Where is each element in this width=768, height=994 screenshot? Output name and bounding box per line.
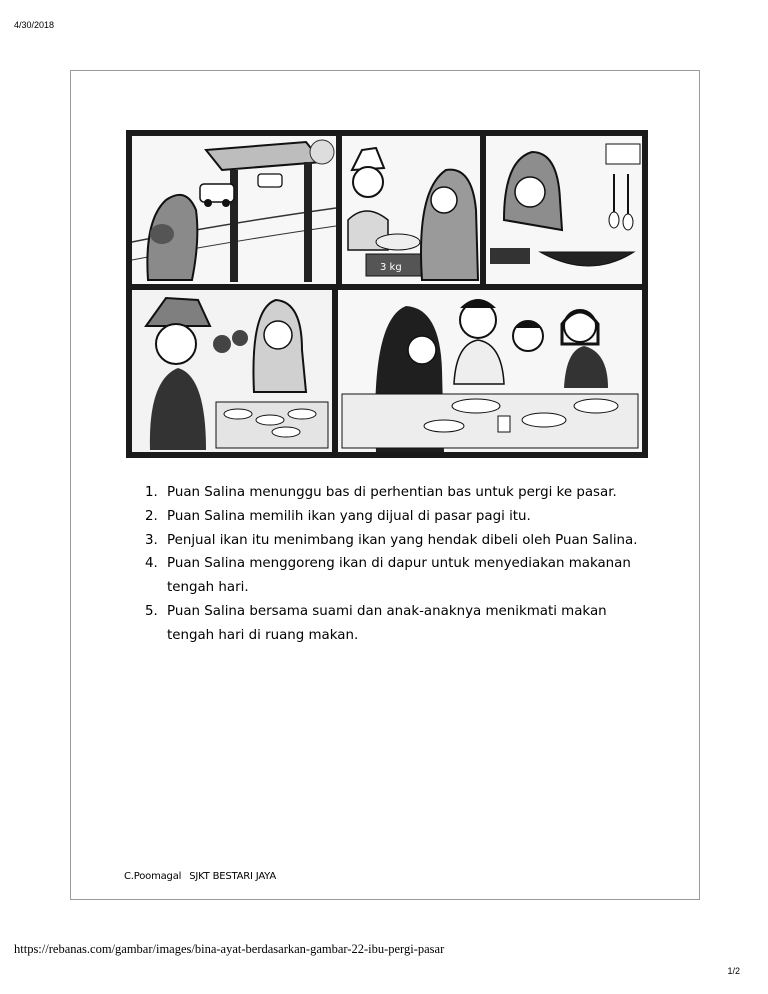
- sentence-item: [145, 529, 645, 553]
- author-name: C.Poomagal: [124, 871, 182, 882]
- comic-illustration: [126, 130, 648, 458]
- scale-label: 3 kg: [380, 262, 402, 273]
- sentence-number: 3.: [145, 532, 158, 548]
- sentence-number: 4.: [145, 556, 158, 572]
- author-credit: [124, 871, 276, 882]
- panel-market: [132, 290, 332, 452]
- sentence-text: Puan Salina menggoreng ikan di dapur untuk menyediakan makanan tengah hari.: [167, 556, 631, 596]
- panel-fish-weighing: [342, 136, 480, 284]
- sentence-text: Puan Salina bersama suami dan anak-anaknya menikmati makan tengah hari di ruang makan.: [167, 603, 607, 643]
- source-url[interactable]: https://rebanas.com/gambar/images/bina-ayat-berdasarkan-gambar-22-ibu-pergi-pasar: [14, 942, 445, 956]
- sentence-item: [145, 505, 645, 529]
- panel-kitchen: [486, 136, 642, 284]
- panel-family-lunch: [338, 290, 642, 452]
- school-name: SJKT BESTARI JAYA: [189, 871, 276, 882]
- panel-bus-stop: [132, 136, 336, 284]
- sentence-number: 5.: [145, 603, 158, 619]
- sentence-item: [145, 552, 645, 600]
- sentence-number: 1.: [145, 485, 158, 500]
- sentence-item: [145, 481, 645, 505]
- worksheet-page: [70, 70, 700, 900]
- sentence-text: Penjual ikan itu menimbang ikan yang hendak dibeli oleh Puan Salina.: [167, 532, 638, 548]
- sentence-text: Puan Salina memilih ikan yang dijual di pasar pagi itu.: [167, 508, 531, 524]
- sentence-item: [145, 600, 645, 648]
- sentence-text: Puan Salina menunggu bas di perhentian bas untuk pergi ke pasar.: [167, 485, 617, 500]
- sentence-number: 2.: [145, 508, 158, 524]
- sentence-list: [145, 481, 645, 648]
- page-number: 1/2: [727, 966, 740, 976]
- print-date: 4/30/2018: [14, 20, 55, 30]
